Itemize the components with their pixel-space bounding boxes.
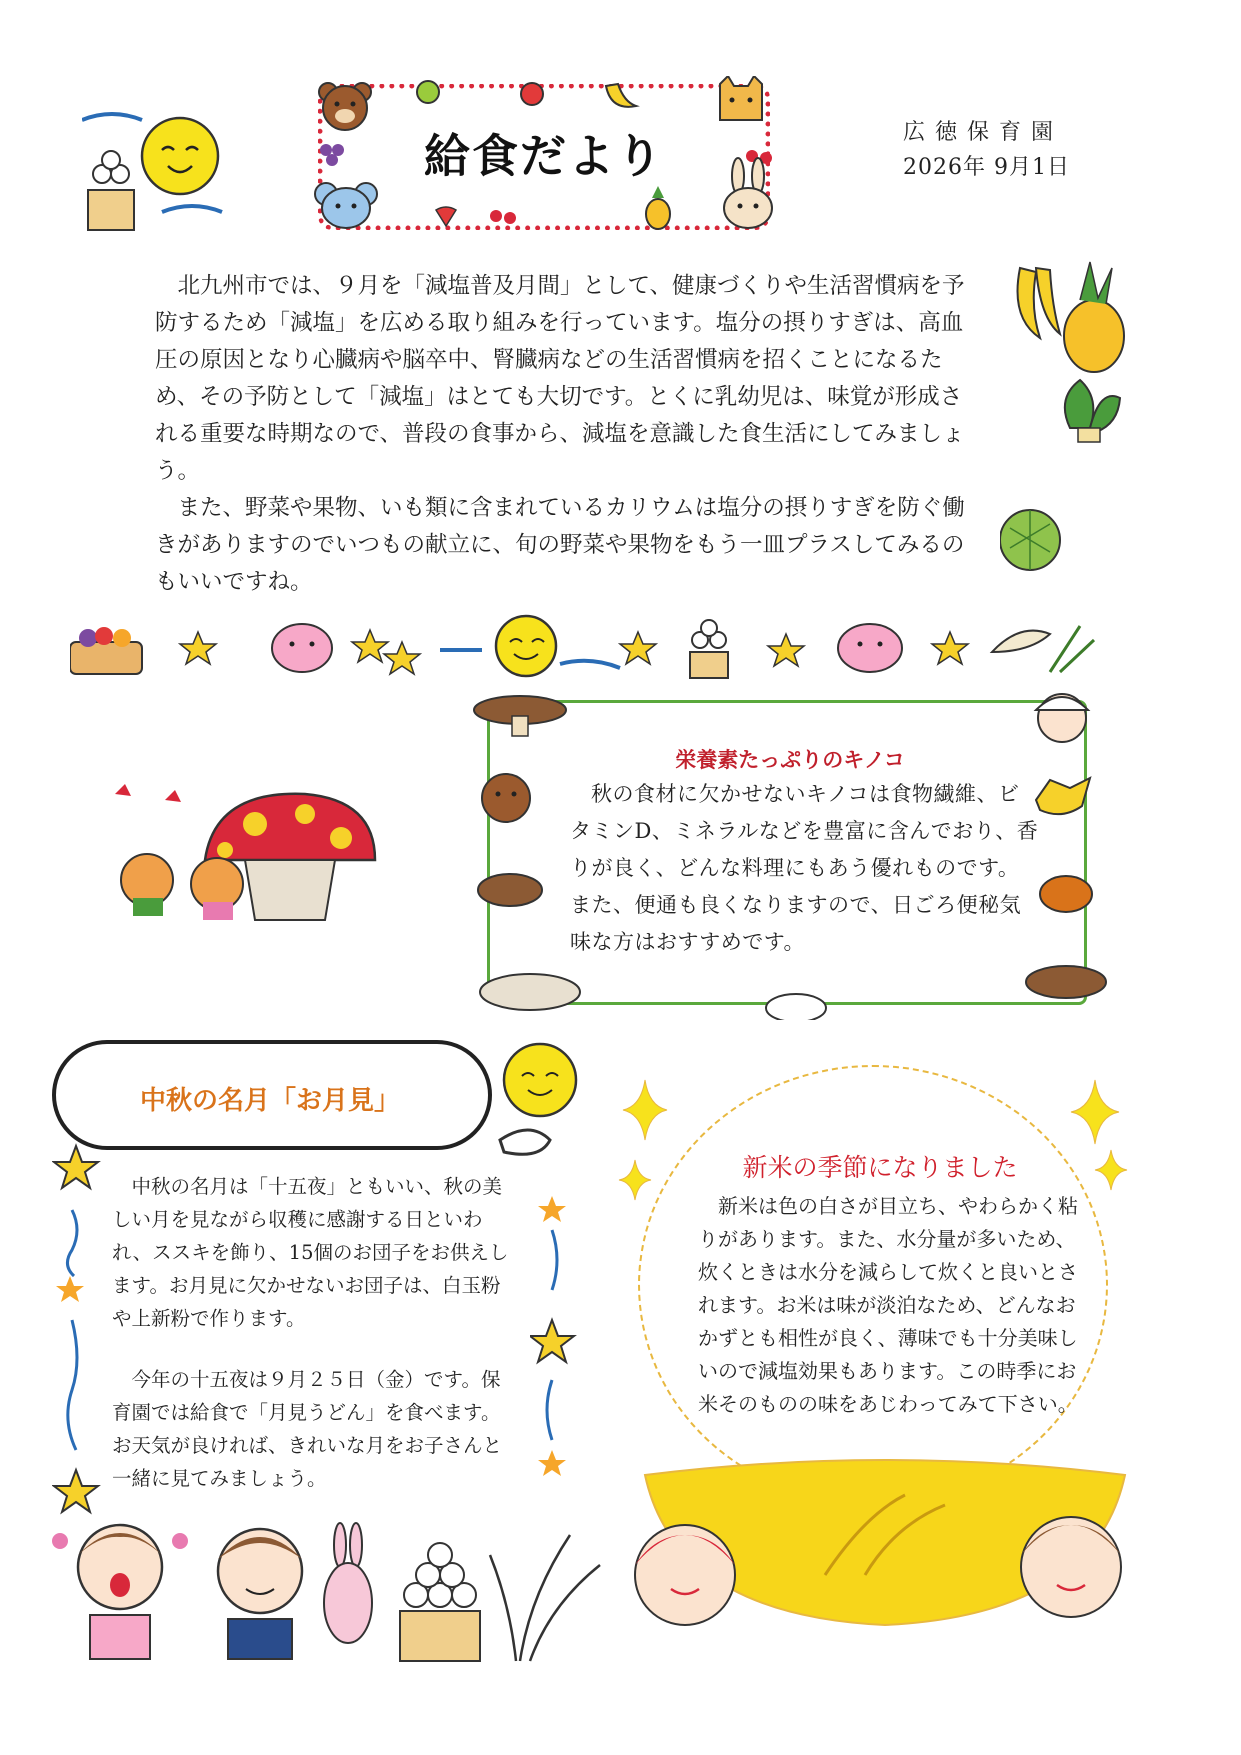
star-icon [768, 634, 804, 666]
dango-icon [690, 620, 728, 678]
cat-icon [1036, 778, 1090, 814]
strawberry-icon [436, 207, 456, 226]
otsukimi-body [112, 1170, 514, 1495]
page-title: 給食だより [424, 129, 664, 183]
dango-icon [88, 151, 134, 230]
star-icon [352, 630, 420, 674]
star-icon [180, 632, 216, 664]
fruit-basket-icon [70, 627, 142, 674]
kinoko-title: 栄養素たっぷりのキノコ [675, 748, 905, 772]
intro-paragraph: 北九州市では、９月を「減塩普及月間」として、健康づくりや生活習慣病を予防するため「減塩」を広める取り組みを行っています。塩分の摂りすぎは、高血圧の原因となり心臓病や脳卒中、腎臓病などの生活習慣病を招くことになるため、その予防として「減塩」はとても大切です。とくに乳幼児は、味覚が形成される重要な時期なので、普段の食事から、減塩を意識した食生活にしてみましょう。 [155, 273, 965, 484]
child-icon [1021, 1517, 1121, 1617]
rabbit-icon [324, 1523, 372, 1643]
otsukimi-paragraph: 今年の十五夜は９月２５日（金）です。保育園では給食で「月見うどん」を食べます。お天気が良ければ、きれいな月をお子さんと一緒に見てみましょう。 [112, 1368, 503, 1490]
squirrel-icon [121, 854, 243, 920]
mushroom-squirrel-illustration [105, 780, 385, 930]
rice-bowl-illustration [625, 1455, 1145, 1635]
melon-icon [1000, 510, 1060, 570]
mushroom-icon [480, 974, 580, 1010]
intro-text [155, 268, 967, 601]
cat-icon [720, 76, 762, 120]
pig-icon [272, 624, 332, 672]
intro-paragraph: また、野菜や果物、いも類に含まれているカリウムは塩分の摂りすぎを防ぐ働きがありますのでいつもの献立に、旬の野菜や果物をもう一皿プラスしてみるのもいいですね。 [155, 495, 965, 595]
shinmai-body [698, 1190, 1088, 1421]
child-icon [218, 1529, 302, 1659]
fruit-vegetable-illustrations [1000, 248, 1150, 578]
sparkle-decorations [615, 1070, 1135, 1210]
otsukimi-moon-illustration [480, 1040, 600, 1170]
pineapple-icon [646, 186, 670, 229]
child-icon [52, 1525, 188, 1659]
otsukimi-paragraph: 中秋の名月は「十五夜」ともいい、秋の美しい月を見ながら収穫に感謝する日といわれ、ススキを飾り、15個のお団子をお供えします。お月見に欠かせないお団子は、白玉粉や上新粉で作ります。 [112, 1175, 509, 1330]
moon-face-icon [496, 616, 556, 676]
otsukimi-title: 中秋の名月「お月見」 [139, 1086, 400, 1116]
mushroom-icon [474, 696, 566, 736]
spinach-icon [1065, 380, 1120, 442]
issue-date: 2026年 9月1日 [903, 155, 1070, 180]
shinmai-title: 新米の季節になりました [742, 1153, 1018, 1182]
pig-icon [838, 624, 902, 672]
star-icon [54, 1146, 98, 1512]
title-frame-decorations [306, 76, 786, 242]
shinmai-paragraph: 新米は色の白さが目立ち、やわらかく粘りがあります。また、水分量が多いため、炊くときは水分を減らして炊くと良いとされます。お米は味が淡泊なため、どんなおかずとも相性が良く、薄味でも十分美味しいので減塩効果もあります。この時季にお米そのものの味をあじわってみて下さい。 [698, 1194, 1078, 1416]
school-name: 広徳保育園 [903, 120, 1064, 145]
bear-icon [319, 83, 371, 130]
left-star-column [52, 1140, 112, 1520]
star-icon [932, 632, 968, 664]
grape-icon [320, 144, 344, 166]
bear-icon [482, 774, 530, 822]
moon-face-icon [142, 118, 218, 194]
star-icon [620, 632, 656, 664]
apple-icon [417, 81, 543, 105]
decorative-divider [70, 612, 1100, 682]
child-icon [1036, 694, 1088, 742]
susuki-icon [992, 626, 1094, 672]
kinoko-body [570, 776, 1040, 961]
right-star-column [530, 1190, 580, 1510]
banana-icon [1018, 268, 1061, 338]
banana-icon [606, 84, 636, 107]
dango-icon [400, 1543, 480, 1661]
otsukimi-kids-illustration [50, 1515, 610, 1665]
squirrel-icon [478, 874, 542, 906]
pineapple-icon [1064, 262, 1124, 372]
susuki-icon [490, 1535, 600, 1661]
rabbit-icon [724, 158, 772, 228]
mouse-icon [315, 183, 377, 228]
child-icon [635, 1525, 735, 1625]
moon-face-icon [504, 1044, 576, 1116]
moon-dango-illustration [82, 108, 242, 238]
rabbit-icon [766, 994, 826, 1020]
kinoko-paragraph: 秋の食材に欠かせないキノコは食物繊維、ビタミンD、ミネラルなどを豊富に含んでおり、香りが良く、どんな料理にもあう優れものです。また、便通も良くなりますので、日ごろ便秘気味な方はおすすめです。 [570, 782, 1039, 954]
star-icon [530, 1196, 574, 1476]
